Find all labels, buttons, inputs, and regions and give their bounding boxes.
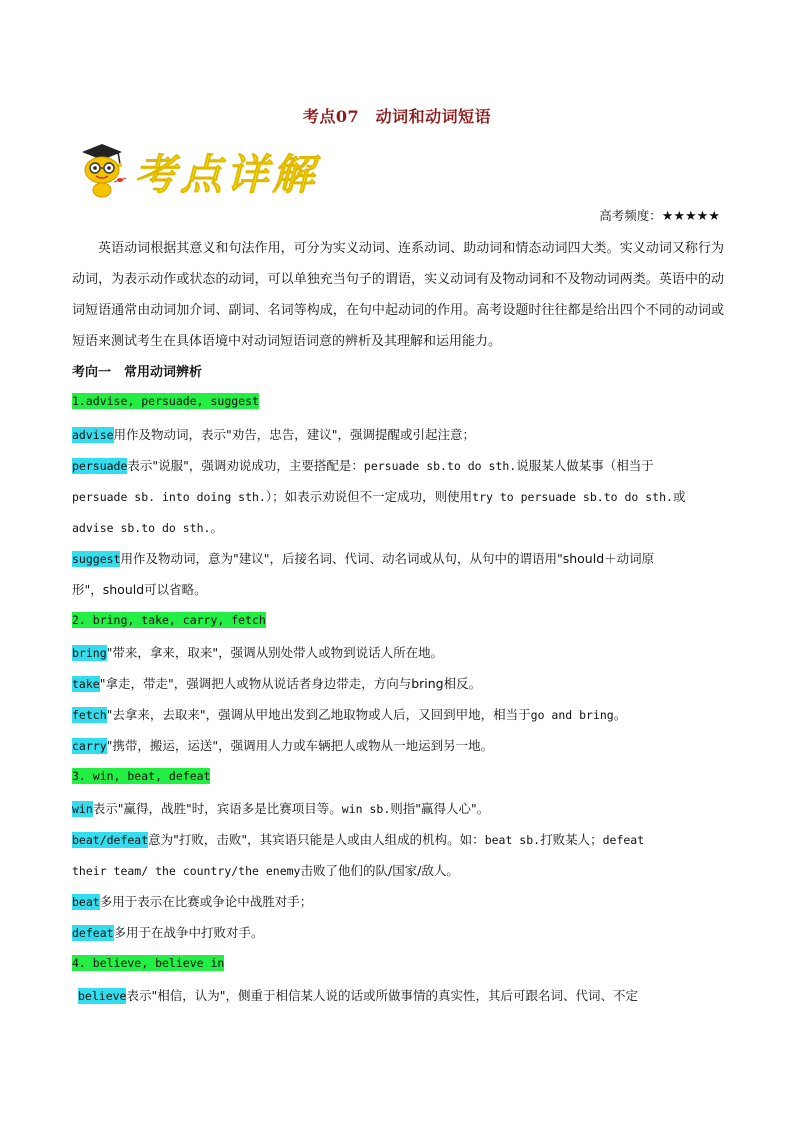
frequency-label: 高考频度： <box>599 208 662 223</box>
intro-paragraph <box>72 233 724 357</box>
graduate-mascot-icon <box>76 140 132 198</box>
definition-believe <box>78 986 738 1004</box>
definition-text: "带来，拿来，取来"，强调从别处带人或物到说话人所在地。 <box>106 645 444 660</box>
example-phrase: win sb. <box>341 802 391 816</box>
definition-text: 意为"打败，击败"，其宾语只能是人或由人组成的机构。如： <box>148 832 485 847</box>
definition-text: 。 <box>210 520 223 535</box>
example-phrase: defeat <box>602 833 645 847</box>
definition-text: 多用于在战争中打败对手。 <box>113 925 264 940</box>
definition-text: 说服某人做某事（相当于 <box>516 458 654 473</box>
exam-frequency <box>599 206 720 224</box>
group-1-keywords: 1.advise, persuade, suggest <box>72 394 259 408</box>
example-phrase: beat sb. <box>484 833 541 847</box>
group-2-keywords: 2. bring, take, carry, fetch <box>72 613 266 627</box>
definition-text: ）；如表示劝说但不一定成功，则使用 <box>265 489 473 504</box>
definition-text: 表示"赢得，战胜"时，宾语多是比赛项目等。 <box>92 801 342 816</box>
example-phrase: their team/ the country/the enemy <box>72 864 301 878</box>
section-heading-1: 考向一 常用动词辨析 <box>72 365 203 380</box>
group-heading-3 <box>72 768 732 783</box>
definition-text: 用作及物动词，意为"建议"，后接名词、代词、动名词或从句，从句中的谓语用"should＋动词原 <box>120 551 655 566</box>
definition-beat-defeat-cont <box>72 861 732 879</box>
definition-text: 。 <box>613 707 627 722</box>
group-heading-2 <box>72 612 732 627</box>
definition-text: 多用于表示在比赛或争论中战胜对手； <box>99 894 313 909</box>
group-heading-4 <box>72 955 732 970</box>
keyword-take: take <box>72 677 100 691</box>
keyword-fetch: fetch <box>72 708 107 722</box>
keyword-defeat: defeat <box>72 926 114 940</box>
definition-text: 表示"说服"，强调劝说成功，主要搭配是： <box>127 458 364 473</box>
definition-text: "携带，搬运，运送"，强调用人力或车辆把人或物从一地运到另一地。 <box>106 738 494 753</box>
group-3-keywords: 3. win, beat, defeat <box>72 769 211 783</box>
definition-beat-defeat <box>72 830 732 848</box>
definition-text: "拿走，带走"，强调把人或物从说话者身边带走，方向与bring相反。 <box>99 676 482 691</box>
definition-suggest <box>72 549 732 567</box>
definition-text: 表示"相信，认为"，侧重于相信某人说的话或所做事情的真实性，其后可跟名词、代词、不定 <box>126 988 638 1003</box>
definition-advise <box>72 425 732 443</box>
definition-text: 则指"赢得人心"。 <box>390 801 490 816</box>
group-heading-1 <box>72 393 732 408</box>
definition-carry <box>72 736 732 754</box>
definition-text: 打败某人； <box>540 832 603 847</box>
banner-text: 考点详解 <box>134 150 319 199</box>
keyword-beat-defeat: beat/defeat <box>72 833 149 847</box>
intro-text: 英语动词根据其意义和句法作用，可分为实义动词、连系动词、助动词和情态动词四大类。实义动词又称行为动词，为表示动作或状态的动词，可以单独充当句子的谓语，实义动词有及物动词和不及物动词两类。英语中的动词短语通常由动词加介词、副词、名词等构成，在句中起动词的作用。高考设题时往往都是给出四个不同的动词或短语来测试考生在具体语境中对动词短语词意的辨析及其理解和运用能力。 <box>72 241 724 349</box>
keyword-beat: beat <box>72 895 100 909</box>
group-4-keywords: 4. believe, believe in <box>72 956 225 970</box>
example-phrase: advise sb.to do sth. <box>72 521 211 535</box>
frequency-stars: ★★★★★ <box>661 209 720 224</box>
keyword-suggest: suggest <box>72 552 121 566</box>
keyword-carry: carry <box>72 739 107 753</box>
example-phrase: persuade sb. into doing sth. <box>72 490 266 504</box>
definition-defeat <box>72 923 732 941</box>
definition-persuade-cont2 <box>72 518 732 536</box>
definition-persuade <box>72 456 732 474</box>
definition-text: 用作及物动词，表示"劝告，忠告，建议"，强调提醒或引起注意； <box>113 427 476 442</box>
example-phrase: go and bring <box>530 708 614 722</box>
definition-take <box>72 674 732 692</box>
example-phrase: try to persuade sb.to do sth. <box>472 490 673 504</box>
definition-text: 击败了他们的队/国家/敌人。 <box>300 863 459 878</box>
definition-text: "去拿来，去取来"，强调从甲地出发到乙地取物或人后，又回到甲地，相当于 <box>106 707 531 722</box>
keyword-persuade: persuade <box>72 459 128 473</box>
section-banner <box>76 140 336 198</box>
keyword-advise: advise <box>72 428 114 442</box>
keyword-bring: bring <box>72 646 107 660</box>
example-phrase: persuade sb.to do sth. <box>363 459 517 473</box>
definition-beat <box>72 892 732 910</box>
definition-text: 或 <box>672 489 686 504</box>
keyword-win: win <box>72 802 93 816</box>
definition-win <box>72 799 732 817</box>
definition-suggest-cont <box>72 580 732 598</box>
definition-bring <box>72 643 732 661</box>
keyword-believe: believe <box>78 989 127 1003</box>
definition-persuade-cont <box>72 487 732 505</box>
page-title: 考点07 动词和动词短语 <box>302 107 492 126</box>
definition-text: 形"，should可以省略。 <box>72 582 207 597</box>
definition-fetch <box>72 705 732 723</box>
